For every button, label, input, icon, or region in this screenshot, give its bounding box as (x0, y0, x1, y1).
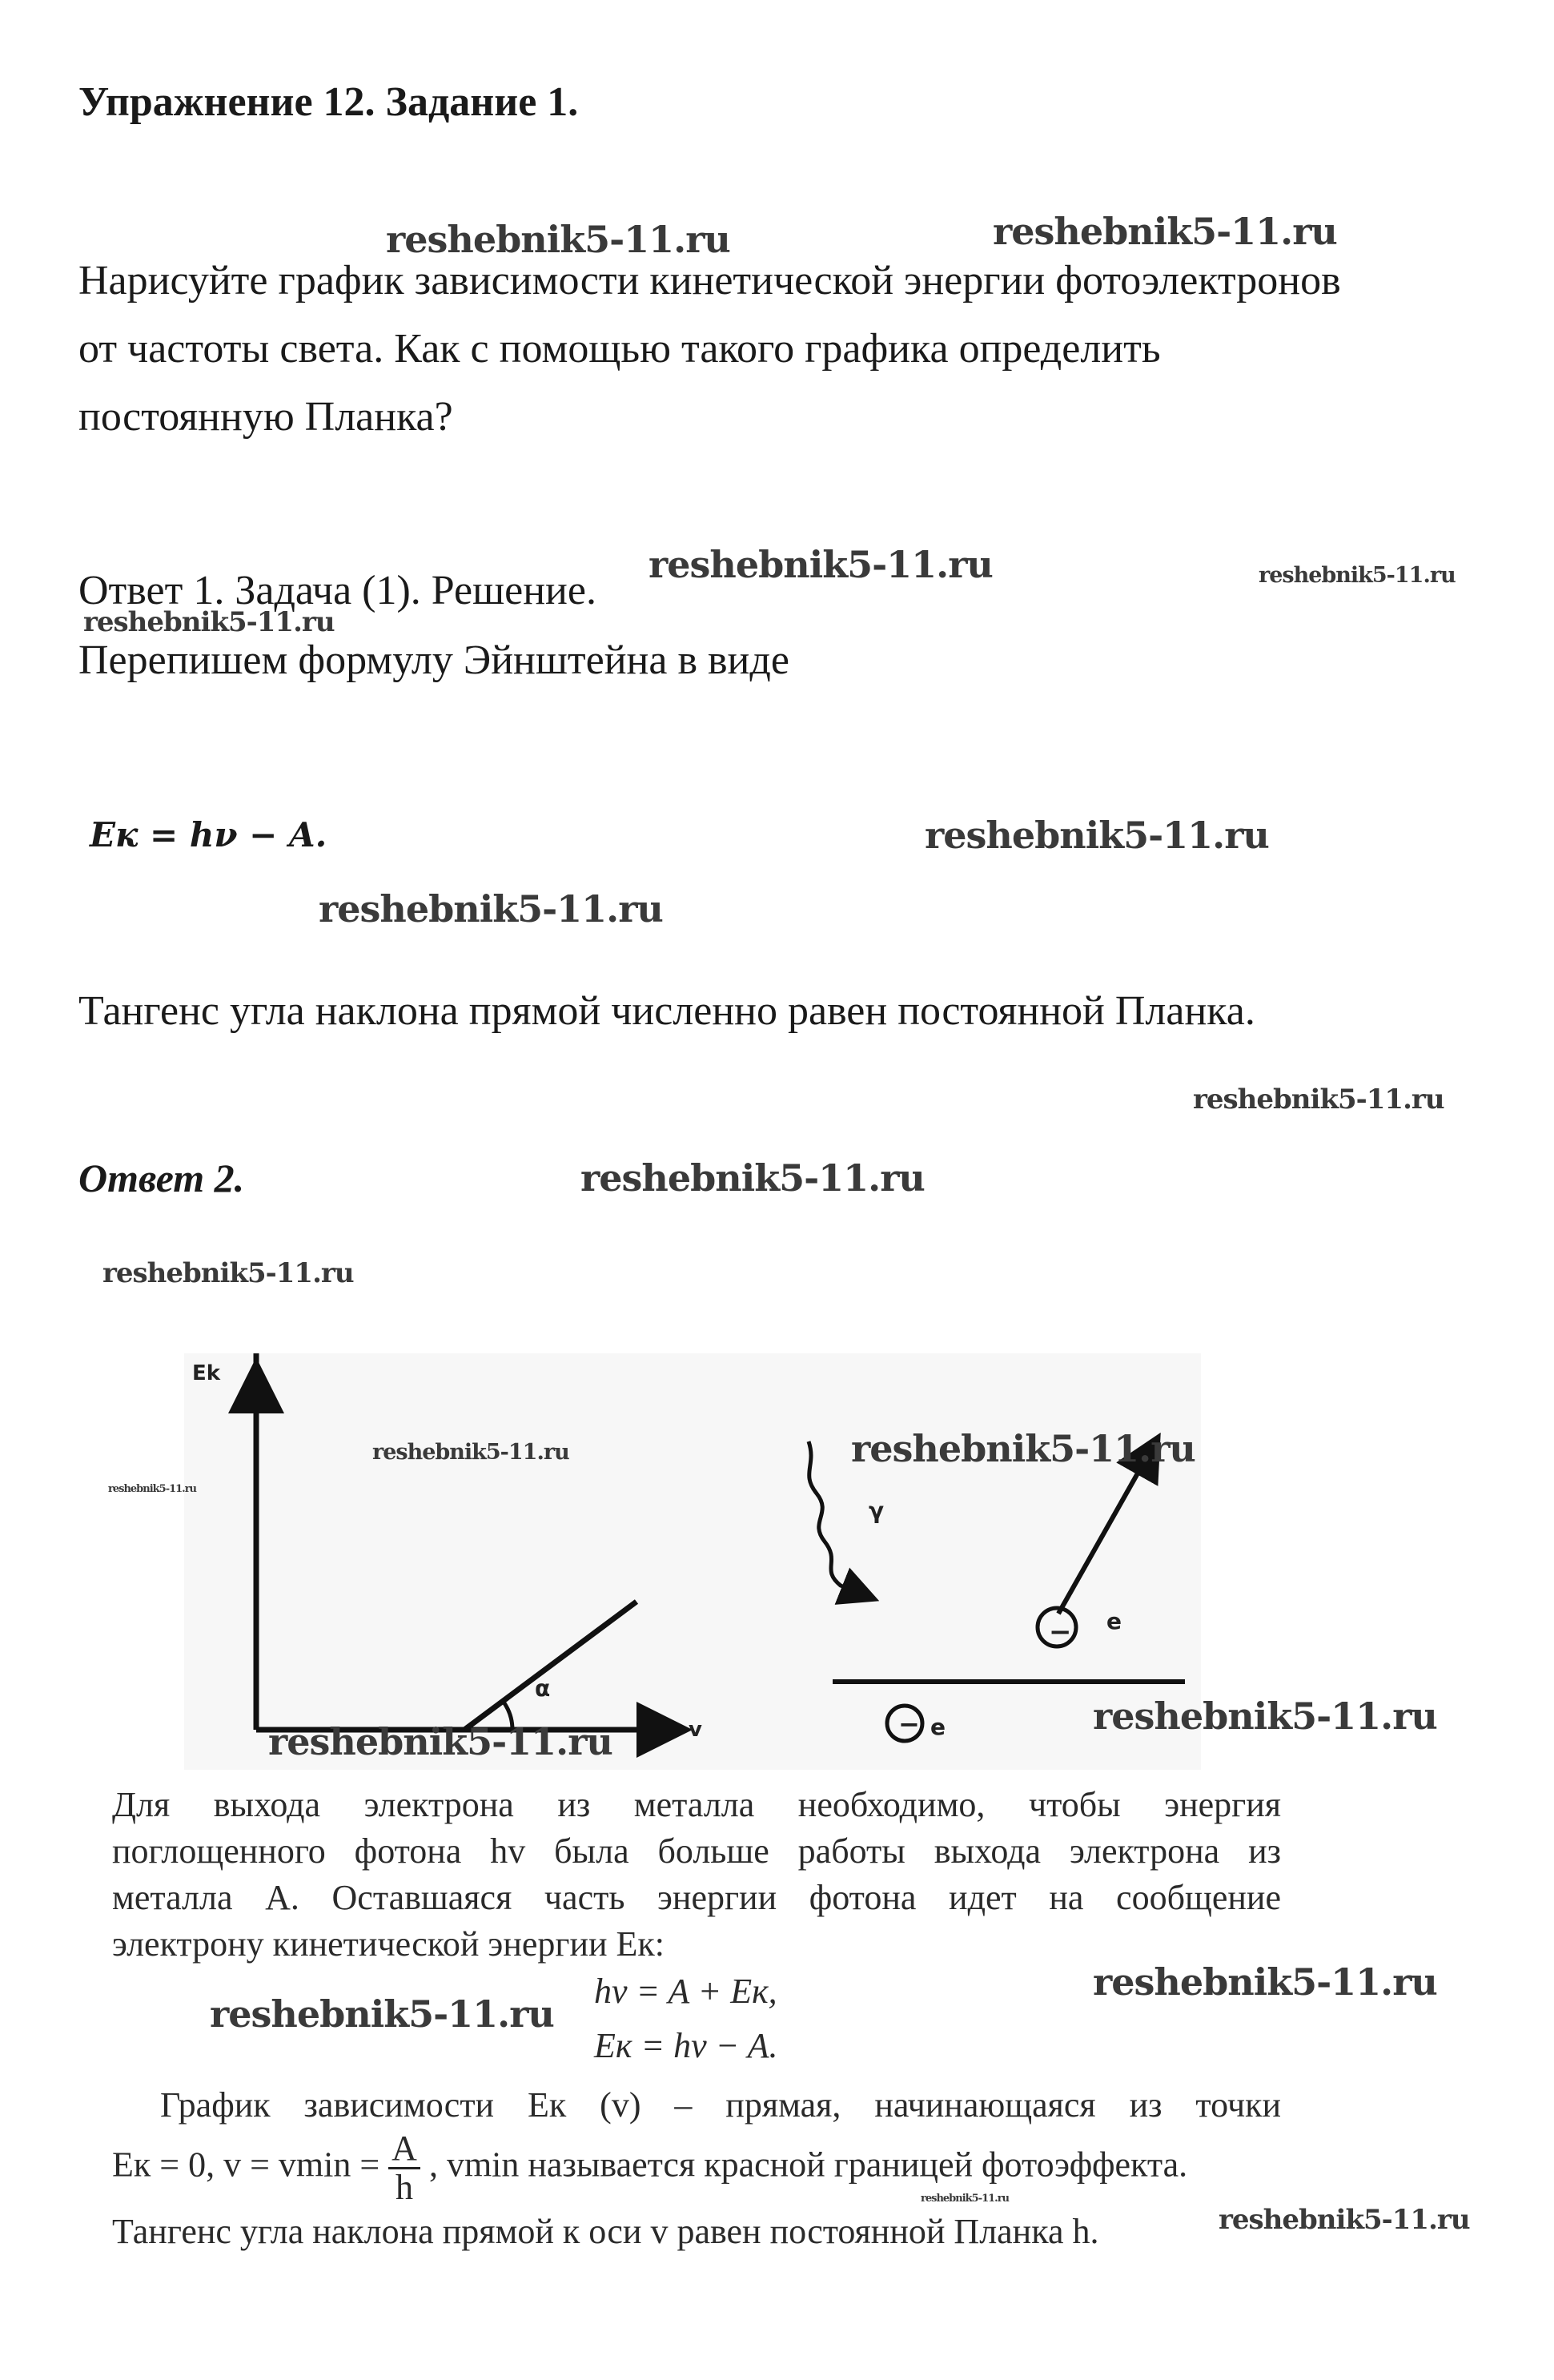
watermark: reshebnik5-11.ru (386, 218, 730, 261)
fraction-denominator: h (396, 2168, 414, 2207)
fraction-numerator: A (388, 2130, 420, 2169)
page-title: Упражнение 12. Задание 1. (78, 79, 579, 125)
watermark: reshebnik5-11.ru (83, 606, 335, 638)
scan-para3: Тангенс угла наклона прямой к оси v равен постоянной Планка h. (112, 2212, 1099, 2251)
watermark: reshebnik5-11.ru (925, 814, 1269, 857)
watermark: reshebnik5-11.ru (1093, 1695, 1437, 1738)
watermark: reshebnik5-11.ru (108, 1483, 197, 1495)
electron-label-bottom: e (930, 1714, 946, 1740)
question-line-1: Нарисуйте график зависимости кинетической энергии фотоэлектронов (78, 258, 1341, 304)
einstein-formula: Eк = hν − A. (90, 815, 327, 854)
answer2-heading: Ответ 2. (78, 1156, 245, 1200)
watermark: reshebnik5-11.ru (210, 1992, 554, 2036)
fraction-a-over-h (388, 2130, 420, 2206)
watermark: reshebnik5-11.ru (319, 887, 663, 931)
scan-para1-line1: Для выхода электрона из металла необходимо, чтобы энергия (112, 1785, 1281, 1824)
question-line-3: постоянную Планка? (78, 394, 453, 440)
watermark: reshebnik5-11.ru (1093, 1960, 1437, 2004)
watermark: reshebnik5-11.ru (1193, 1083, 1444, 1116)
answer1-conclusion: Тангенс угла наклона прямой численно равен постоянной Планка. (78, 988, 1255, 1034)
watermark: reshebnik5-11.ru (851, 1427, 1195, 1470)
answer1-intro: Перепишем формулу Эйнштейна в виде (78, 637, 789, 683)
scan-para1-line4: электрону кинетической энергии Eк: (112, 1924, 665, 1964)
scan-para2-part-a: Eк = 0, v = vmin = (112, 2145, 380, 2185)
scan-para2-part-b: , vmin называется красной границей фотоэффекта. (428, 2145, 1188, 2185)
scan-para2-line2 (112, 2130, 1187, 2206)
electron-label-top: e (1106, 1608, 1122, 1634)
watermark: reshebnik5-11.ru (649, 543, 993, 586)
watermark: reshebnik5-11.ru (102, 1257, 354, 1289)
scan-para1-line3: металла A. Оставшаяся часть энергии фотона идет на сообщение (112, 1878, 1281, 1917)
electron-symbol-bottom: − (898, 1709, 920, 1739)
angle-label: α (535, 1675, 551, 1702)
answer1-heading: Ответ 1. Задача (1). Решение. (78, 568, 596, 613)
x-axis-label: v (689, 1718, 702, 1742)
electron-symbol-top: − (1049, 1616, 1072, 1648)
photon-label: γ (869, 1498, 885, 1524)
scan-para1-line2: поглощенного фотона hv была больше работы выхода электрона из (112, 1831, 1281, 1871)
watermark: reshebnik5-11.ru (921, 2193, 1010, 2205)
photoeffect-figure (176, 1353, 1217, 1770)
question-line-2: от частоты света. Как с помощью такого графика определить (78, 326, 1161, 372)
scan-para2-line1: График зависимости Eк (v) – прямая, начинающаяся из точки (160, 2085, 1281, 2125)
scan-equation-2: Eк = hv − A. (594, 2026, 778, 2065)
y-axis-label: Ek (192, 1361, 221, 1385)
watermark: reshebnik5-11.ru (993, 210, 1337, 253)
watermark: reshebnik5-11.ru (1259, 563, 1456, 588)
watermark: reshebnik5-11.ru (372, 1440, 569, 1465)
watermark: reshebnik5-11.ru (268, 1720, 612, 1763)
watermark: reshebnik5-11.ru (1219, 2204, 1470, 2236)
figure-background (184, 1353, 1201, 1770)
scan-equation-1: hv = A + Eк, (594, 1972, 777, 2011)
watermark: reshebnik5-11.ru (580, 1156, 925, 1200)
